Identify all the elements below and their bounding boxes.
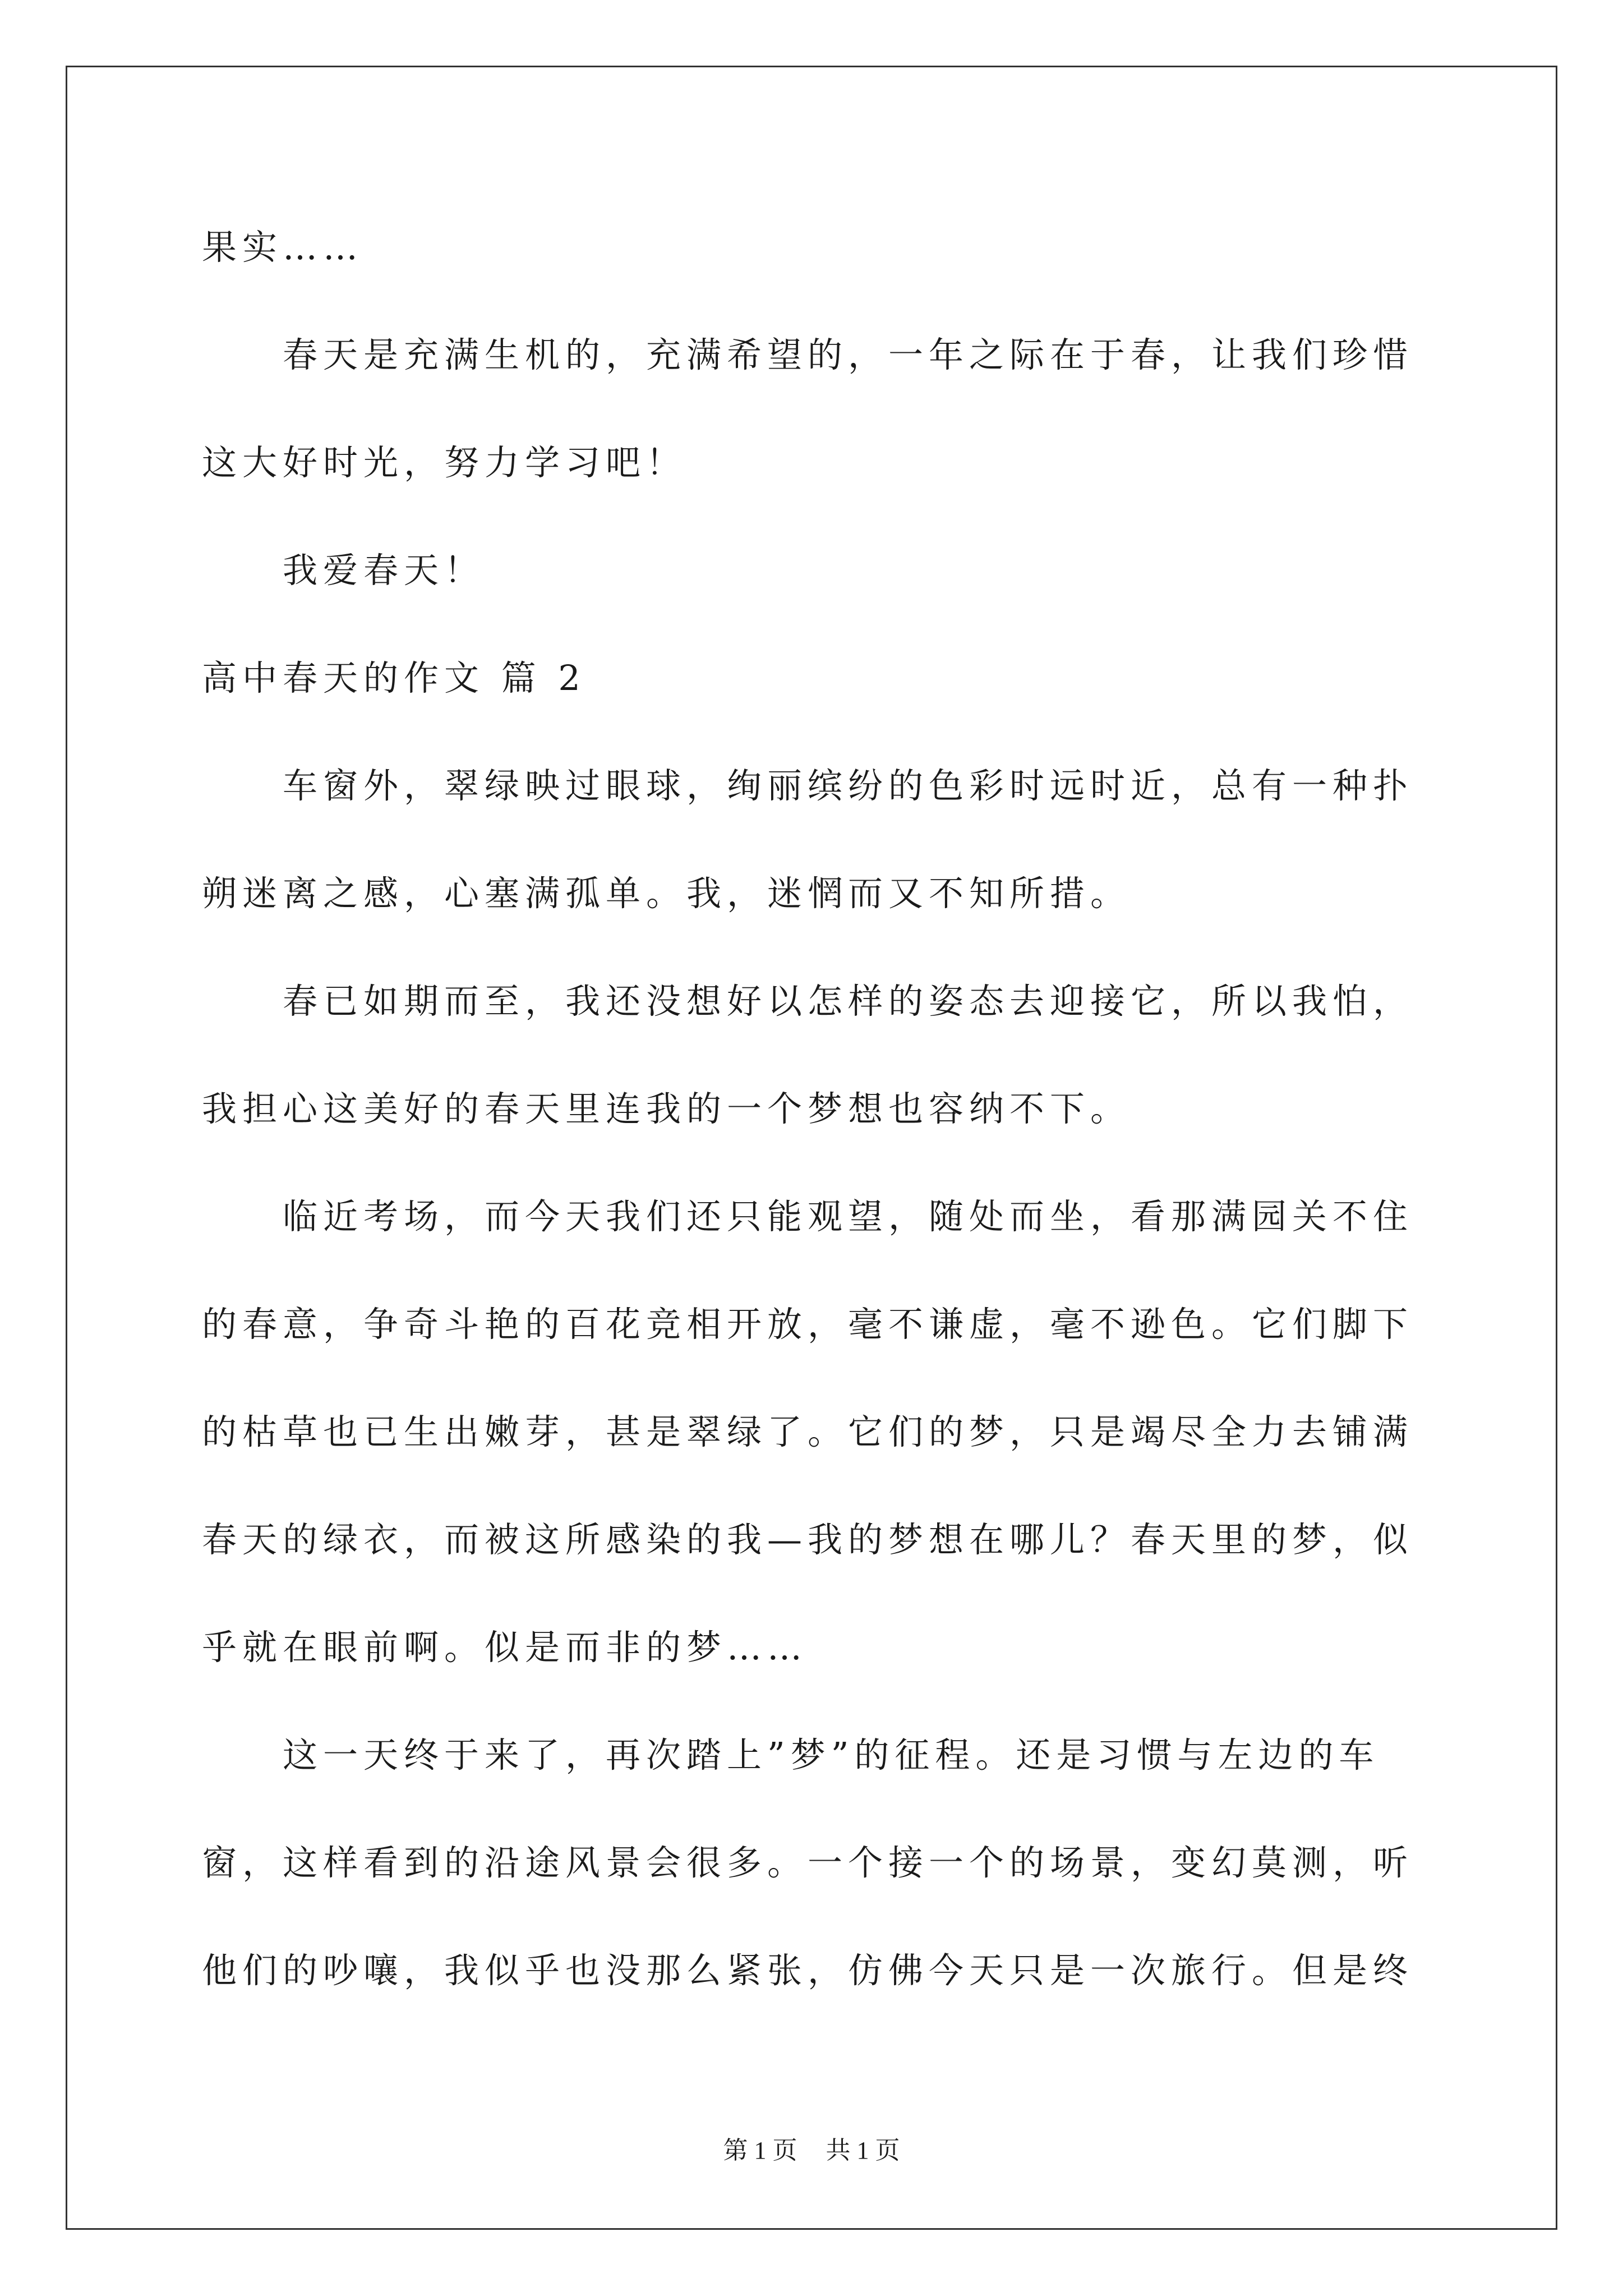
text-line: 春已如期而至，我还没想好以怎样的姿态去迎接它，所以我怕， <box>283 981 1414 1022</box>
text-line: 朔迷离之感，心塞满孤单。我，迷惘而又不知所措。 <box>202 873 1131 914</box>
page-border <box>66 66 1557 2230</box>
text-line: 春天的绿衣，而被这所感染的我—我的梦想在哪儿？春天里的梦，似 <box>202 1519 1414 1560</box>
text-line: 果实…… <box>202 227 364 268</box>
text-line: 的枯草也已生出嫩芽，甚是翠绿了。它们的梦，只是竭尽全力去铺满 <box>202 1411 1414 1452</box>
text-line: 乎就在眼前啊。似是而非的梦…… <box>202 1627 808 1668</box>
text-line: 他们的吵嚷，我似乎也没那么紧张，仿佛今天只是一次旅行。但是终 <box>202 1950 1414 1991</box>
text-line: 我担心这美好的春天里连我的一个梦想也容纳不下。 <box>202 1088 1131 1129</box>
text-line: 的春意，争奇斗艳的百花竞相开放，毫不谦虚，毫不逊色。它们脚下 <box>202 1304 1414 1345</box>
section-heading: 高中春天的作文 篇 2 <box>202 657 586 698</box>
text-line: 这一天终于来了，再次踏上”梦”的征程。还是习惯与左边的车 <box>283 1734 1380 1775</box>
text-line: 车窗外，翠绿映过眼球，绚丽缤纷的色彩时远时近，总有一种扑 <box>283 765 1414 806</box>
page-number-current: 第 1 页 <box>723 2137 797 2164</box>
page-footer <box>0 2138 1623 2163</box>
text-line: 我爱春天！ <box>283 550 485 591</box>
text-line: 这大好时光，努力学习吧！ <box>202 442 687 483</box>
text-line: 春天是充满生机的，充满希望的，一年之际在于春，让我们珍惜 <box>283 334 1414 375</box>
text-line: 临近考场，而今天我们还只能观望，随处而坐，看那满园关不住 <box>283 1196 1414 1237</box>
text-line: 窗，这样看到的沿途风景会很多。一个接一个的场景，变幻莫测，听 <box>202 1842 1414 1883</box>
page-number-total: 共 1 页 <box>826 2137 900 2164</box>
